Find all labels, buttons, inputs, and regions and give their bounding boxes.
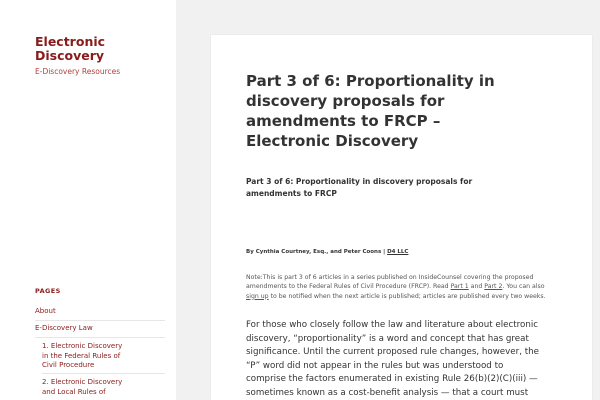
page-link-ediscovery-law[interactable] xyxy=(35,324,93,334)
post-card xyxy=(211,35,592,400)
page-link-label: 1. Electronic Discovery xyxy=(42,342,123,350)
note-text: to be notified when the next article is published; articles are published every two weeks. xyxy=(268,292,546,300)
page-link-label: Civil Procedure xyxy=(42,361,95,369)
byline-text: By Cynthia Courtney, Esq., and Peter Coons | xyxy=(246,249,388,255)
body-line: For those who closely follow the law and literature about electronic xyxy=(246,320,539,330)
page-link-about[interactable] xyxy=(35,307,56,317)
note-text: Note:This is part 3 of 6 articles in a series published on InsideCounsel covering the proposed amendments to the Federal Rules of Civil Procedure (FRCP). Read xyxy=(246,274,534,291)
part-1-link[interactable]: Part 1 xyxy=(450,283,469,291)
site-description: E-Discovery Resources xyxy=(35,67,121,76)
page-link-federal-rules[interactable] xyxy=(42,342,122,371)
page-link-label: 2. Electronic Discovery xyxy=(42,378,123,386)
divider xyxy=(35,337,165,338)
body-line: discovery, “proportionality” is a word and concept that has great xyxy=(246,333,529,344)
post-title xyxy=(246,71,566,151)
post-title-line: discovery proposals for xyxy=(246,92,445,110)
body-line: comprise the factors enumerated in existing Rule 26(b)(2)(C)(iii) — xyxy=(246,374,538,384)
post-title-line: Electronic Discovery xyxy=(246,132,419,150)
page-link-label: and Local Rules of xyxy=(42,387,106,396)
post-subtitle-line: Part 3 of 6: Proportionality in discovery proposals for xyxy=(246,177,473,186)
note-text: . You can also xyxy=(502,283,545,291)
part-2-link[interactable]: Part 2 xyxy=(484,283,503,291)
series-note xyxy=(246,273,556,301)
pages-widget-title: PAGES xyxy=(35,287,61,295)
post-title-line: amendments to FRCP – xyxy=(246,112,441,130)
site-title-link[interactable] xyxy=(35,35,165,63)
page-link-local-rules[interactable] xyxy=(42,378,122,397)
body-line: “P” word did not appear in the rules but was understood to xyxy=(246,360,504,371)
divider xyxy=(35,320,165,321)
post-subtitle-line: amendments to FRCP xyxy=(246,189,337,198)
note-text: and xyxy=(468,283,485,291)
site-title-line-1: Electronic xyxy=(35,34,106,49)
page-link-label: E-Discovery Law xyxy=(35,324,93,332)
page-link-label: About xyxy=(35,307,56,315)
sidebar xyxy=(0,0,176,400)
divider xyxy=(42,373,165,374)
d4-llc-link[interactable]: D4 LLC xyxy=(387,249,409,255)
site-title-line-2: Discovery xyxy=(35,48,105,63)
post-subtitle xyxy=(246,176,566,200)
body-line: sometimes known as a cost-benefit analysis — that a court must xyxy=(246,387,529,398)
page-link-label: in the Federal Rules of xyxy=(42,351,121,360)
sign-up-link[interactable]: sign up xyxy=(246,292,269,300)
post-title-line: Part 3 of 6: Proportionality in xyxy=(246,72,495,90)
post-body xyxy=(246,319,556,400)
body-line: significance. Until the current proposed rule changes, however, the xyxy=(246,347,539,357)
byline xyxy=(246,248,566,256)
